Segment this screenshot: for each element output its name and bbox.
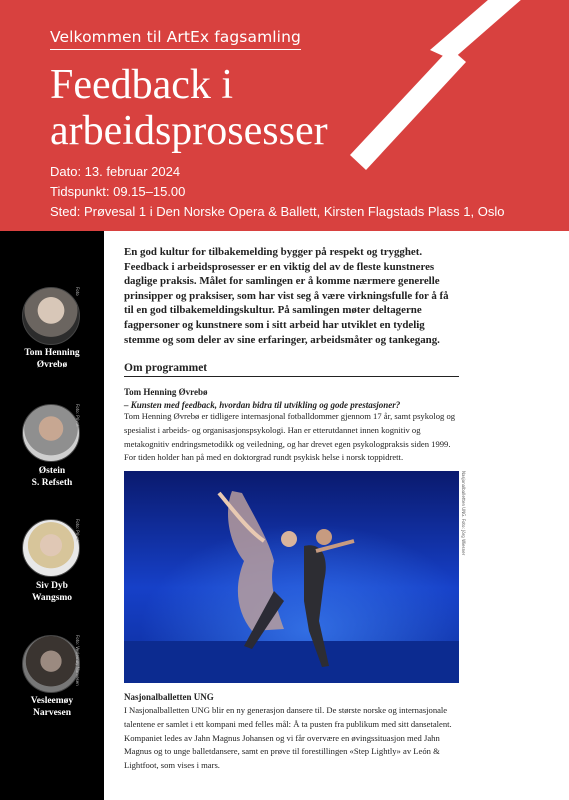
avatar — [22, 404, 80, 462]
avatar — [22, 287, 80, 345]
ballet-dancers-image — [124, 471, 459, 683]
title-line-1: Feedback i — [50, 62, 234, 108]
speaker-name: Vesleemøy Narvesen — [30, 696, 74, 718]
welcome-text: Velkommen til ArtEx fagsamling — [50, 28, 301, 50]
intro-paragraph: En god kultur for tilbakemelding bygger på respekt og trygghet. Feedback i arbeidsprosesser er en viktig del av de fleste kunstneres daglige praksis. Målet for samlingen er å komme nærmere generelle prinsipper og praksiser, som har vist seg å være virkningsfulle for å få til en god tilbakemeldingskultur. På samlingen møter deltagerne fagpersoner og kunstnere som i sitt arbeid har utviklet en tydelig stemme og som deler av sine erfaringer, arbeidsmåter og tankegang. — [124, 246, 449, 346]
event-place: Sted: Prøvesal 1 i Den Norske Opera & Ballett, Kirsten Flagstads Plass 1, Oslo — [50, 204, 505, 219]
item-2-title: Nasjonalballetten UNG — [124, 692, 214, 702]
event-time: Tidspunkt: 09.15–15.00 — [50, 184, 186, 199]
speaker-name: Siv Dyb Wangsmo — [31, 581, 73, 603]
intro-block — [124, 245, 459, 347]
avatar — [22, 635, 80, 693]
item-1-body: Tom Henning Øvrebø er tidligere internasjonal fotballdommer gjennom 17 år, samt psykolog og spesialist i arbeids- og organisasjonspsykologi. Han er etterutdannet innen kognitiv og metakognitiv endringsmetodikk og veiledning, og har drevet egen psykologpraksis siden 1999. For tiden holder han på med en doktorgrad rundt psykisk helse i norsk toppidrett. — [124, 411, 456, 463]
speaker-sidebar — [0, 231, 104, 800]
page-title — [50, 62, 430, 154]
photo-credit-label: Foto: Privat — [75, 404, 80, 427]
title-line-2: arbeidsprosesser — [50, 108, 328, 154]
speaker-name: Tom Henning Øvrebø — [24, 348, 80, 370]
avatar — [22, 519, 80, 577]
speaker-name: Østein S. Refseth — [31, 466, 73, 488]
photo-credit-label: Foto — [75, 287, 80, 296]
photo-credit-label: Foto: Veslemøy Narvesen — [75, 635, 80, 686]
item-1-title: Tom Henning Øvrebø — [124, 387, 208, 397]
item-2-body: I Nasjonalballetten UNG blir en ny generasjon dansere til. De største norske og internasjonale talentene er samlet i ett kompani med felles mål: Å ta pusten fra publikum med sitt dansetalent. Kompaniet ledes av Jahn Magnus Johansen og vi får overvære en øvingssituasjon med Jahn Magnus og to unge balletdansere, samt en prøve til forestillingen «Step Lightly» av León & Lightfoot, som vises i mars. — [124, 705, 452, 771]
item-1-subtitle: – Kunsten med feedback, hvordan bidra til utvikling og gode prestasjoner? — [124, 400, 401, 410]
ballet-photo — [124, 471, 459, 683]
header-banner — [0, 0, 569, 231]
event-date: Dato: 13. februar 2024 — [50, 164, 181, 179]
section-heading: Om programmet — [124, 362, 459, 377]
photo-credit: Nasjonalballetten UNG. Foto: Jörg Wiesner — [461, 471, 466, 556]
photo-credit-label: Foto: Privat — [75, 519, 80, 542]
